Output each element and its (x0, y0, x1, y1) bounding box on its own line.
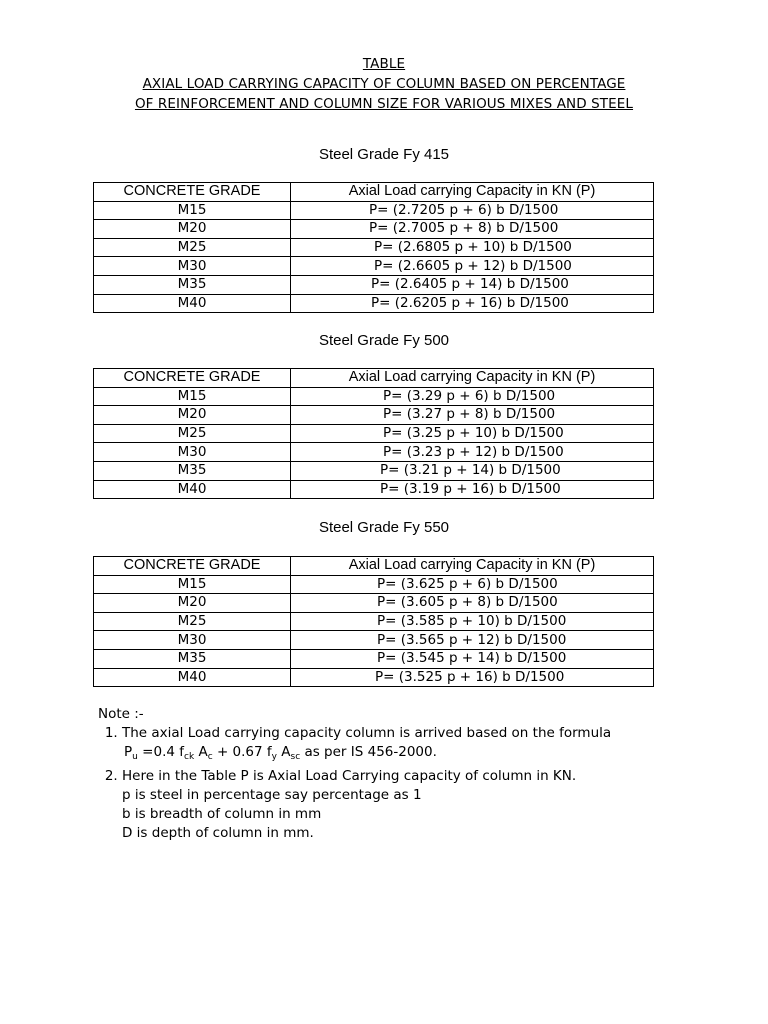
column-header-capacity: Axial Load carrying Capacity in KN (P) (291, 369, 654, 388)
formula-subscript: u (132, 752, 138, 762)
table-row (94, 480, 654, 499)
table-row (94, 649, 654, 668)
note-2-p-definition: p is steel in percentage say percentage as 1 (122, 787, 422, 803)
table-row (94, 294, 654, 313)
note-item-2 (122, 767, 611, 843)
grade-cell: M15 (94, 387, 291, 406)
document-title (0, 54, 768, 114)
note-2-b-definition: b is breadth of column in mm (122, 806, 322, 822)
table-row (94, 668, 654, 687)
note-2-text: Here in the Table P is Axial Load Carrying capacity of column in KN. (122, 768, 577, 784)
formula-cell: P= (2.6205 p + 16) b D/1500 (291, 294, 654, 313)
grade-cell: M20 (94, 406, 291, 425)
table-header-row (94, 369, 654, 388)
table-header-row (94, 557, 654, 576)
formula-cell: P= (3.605 p + 8) b D/1500 (291, 594, 654, 613)
note-1-formula (122, 743, 611, 767)
section-heading-fy415: Steel Grade Fy 415 (318, 146, 450, 163)
grade-cell: M30 (94, 443, 291, 462)
formula-part: A (194, 744, 208, 760)
table-row (94, 612, 654, 631)
formula-cell: P= (3.625 p + 6) b D/1500 (291, 575, 654, 594)
column-header-capacity: Axial Load carrying Capacity in KN (P) (291, 183, 654, 202)
table-row (94, 201, 654, 220)
table-row (94, 594, 654, 613)
formula-cell: P= (3.21 p + 14) b D/1500 (291, 461, 654, 480)
formula-cell: P= (2.6605 p + 12) b D/1500 (291, 257, 654, 276)
grade-cell: M20 (94, 220, 291, 239)
table-header-row (94, 183, 654, 202)
table-row (94, 575, 654, 594)
title-line-2: AXIAL LOAD CARRYING CAPACITY OF COLUMN BASED ON PERCENTAGE (142, 76, 626, 92)
column-header-grade: CONCRETE GRADE (94, 183, 291, 202)
formula-subscript: y (271, 752, 277, 762)
formula-cell: P= (2.6805 p + 10) b D/1500 (291, 238, 654, 257)
table-row (94, 387, 654, 406)
grade-cell: M15 (94, 575, 291, 594)
formula-cell: P= (3.545 p + 14) b D/1500 (291, 649, 654, 668)
table-row (94, 406, 654, 425)
section-heading-fy500: Steel Grade Fy 500 (318, 332, 450, 349)
formula-cell: P= (3.25 p + 10) b D/1500 (291, 424, 654, 443)
formula-cell: P= (3.525 p + 16) b D/1500 (291, 668, 654, 687)
table-row (94, 257, 654, 276)
note-2-d-definition: D is depth of column in mm. (122, 825, 314, 841)
column-header-grade: CONCRETE GRADE (94, 369, 291, 388)
formula-cell: P= (3.29 p + 6) b D/1500 (291, 387, 654, 406)
grade-cell: M30 (94, 631, 291, 650)
grade-cell: M15 (94, 201, 291, 220)
table-row (94, 275, 654, 294)
grade-cell: M25 (94, 238, 291, 257)
formula-cell: P= (3.27 p + 8) b D/1500 (291, 406, 654, 425)
formula-part: =0.4 f (137, 744, 184, 760)
grade-cell: M35 (94, 275, 291, 294)
grade-cell: M25 (94, 612, 291, 631)
capacity-table-fy500 (93, 368, 654, 499)
column-header-capacity: Axial Load carrying Capacity in KN (P) (291, 557, 654, 576)
grade-cell: M35 (94, 649, 291, 668)
section-heading-fy550: Steel Grade Fy 550 (318, 519, 450, 536)
capacity-table-fy415 (93, 182, 654, 313)
formula-part: A (276, 744, 291, 760)
table-row (94, 443, 654, 462)
formula-subscript: sc (290, 752, 301, 762)
table-row (94, 424, 654, 443)
title-line-3: OF REINFORCEMENT AND COLUMN SIZE FOR VARIOUS MIXES AND STEEL (134, 96, 634, 112)
title-line-1: TABLE (362, 56, 406, 72)
column-header-grade: CONCRETE GRADE (94, 557, 291, 576)
formula-cell: P= (3.585 p + 10) b D/1500 (291, 612, 654, 631)
formula-symbol: P (124, 744, 133, 760)
formula-cell: P= (2.7205 p + 6) b D/1500 (291, 201, 654, 220)
formula-cell: P= (3.23 p + 12) b D/1500 (291, 443, 654, 462)
grade-cell: M40 (94, 668, 291, 687)
table-row (94, 461, 654, 480)
formula-subscript: c (207, 752, 213, 762)
capacity-table-fy550 (93, 556, 654, 687)
grade-cell: M40 (94, 480, 291, 499)
note-1-text: The axial Load carrying capacity column is arrived based on the formula (122, 725, 612, 741)
table-row (94, 631, 654, 650)
formula-reference: as per IS 456-2000. (300, 744, 437, 760)
note-item-1 (122, 724, 611, 767)
notes-section (98, 705, 611, 843)
grade-cell: M30 (94, 257, 291, 276)
grade-cell: M35 (94, 461, 291, 480)
formula-cell: P= (3.565 p + 12) b D/1500 (291, 631, 654, 650)
grade-cell: M25 (94, 424, 291, 443)
formula-cell: P= (2.6405 p + 14) b D/1500 (291, 275, 654, 294)
formula-cell: P= (3.19 p + 16) b D/1500 (291, 480, 654, 499)
grade-cell: M40 (94, 294, 291, 313)
notes-label: Note :- (98, 706, 144, 722)
notes-list (98, 724, 611, 843)
formula-subscript: ck (184, 752, 195, 762)
grade-cell: M20 (94, 594, 291, 613)
formula-cell: P= (2.7005 p + 8) b D/1500 (291, 220, 654, 239)
table-row (94, 220, 654, 239)
formula-part: + 0.67 f (212, 744, 272, 760)
table-row (94, 238, 654, 257)
